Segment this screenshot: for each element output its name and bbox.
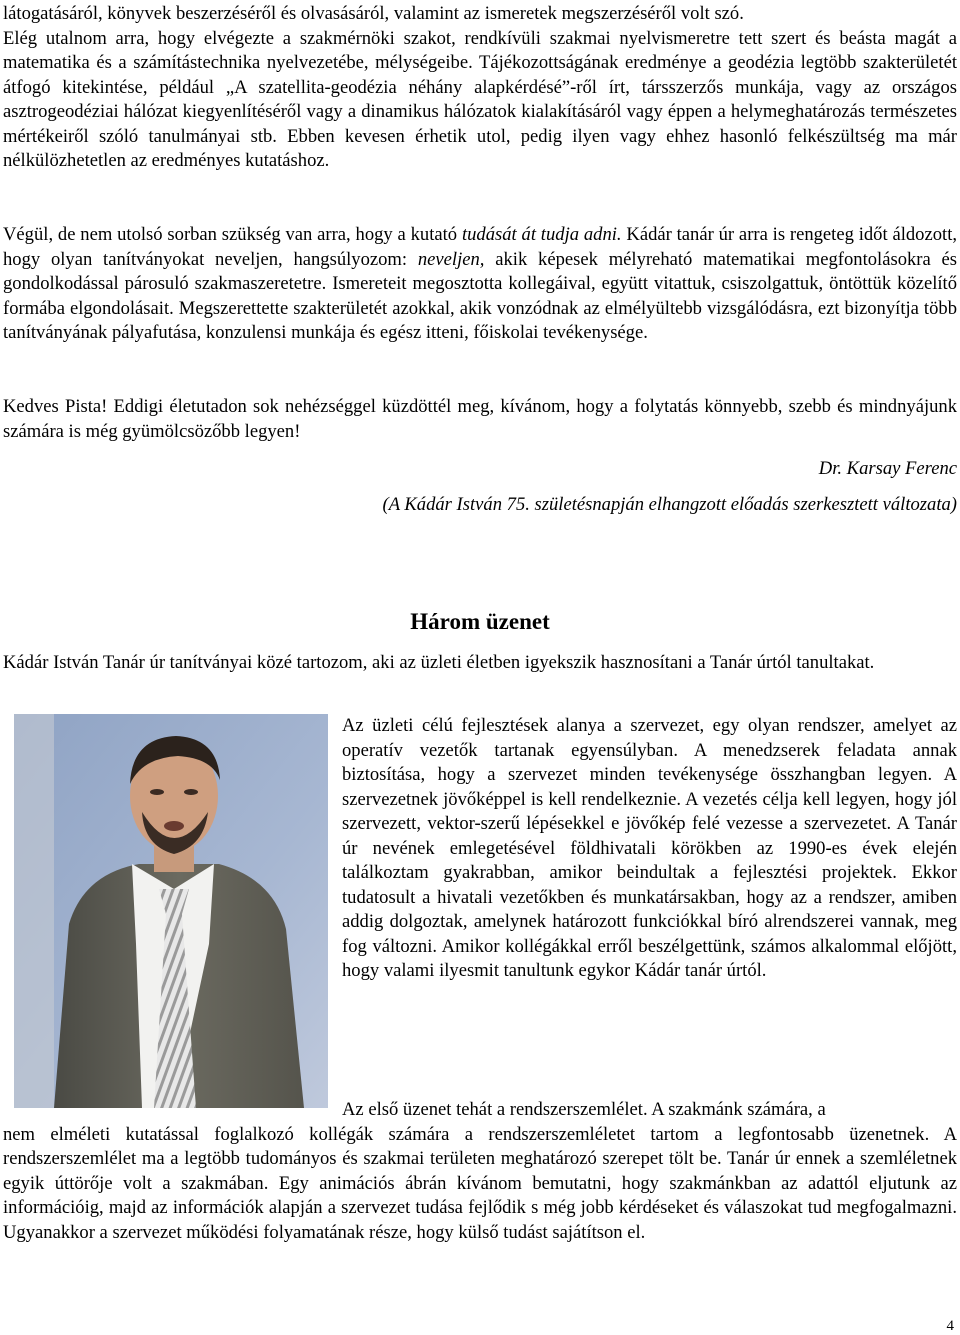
intro-rest: Elég utalnom arra, hogy elvégezte a szakmérnöki szakot, rendkívüli szakmai nyelvismeretre tett szert és beásta magát a matematika és a számítástechnika nyelvezetébe, mélységeibe. Tájékozottságának eredménye a geodézia legtöbb szakterületét átfogó kitekintése, például „A szatellita-geodézia néhány alapkérdésé”-ről írt, társszerzős munkája, vagy az országos asztrogeodéziai hálózat kiegyenlítéséről vagy a dinamikus hálózatok kialakításáról vagy éppen a helymeghatározás természetes mértékeiről szóló tanulmányai stb. Ebben kevesen érhetik utol, pedig ilyen vagy ehhez hasonló felkészültség ma már nélkülözhetetlen az eredményes kutatáshoz. <box>3 27 957 171</box>
page-number: 4 <box>946 1318 954 1334</box>
p2-text-start: Végül, de nem utolsó sorban szükség van arra, hogy a kutató <box>3 224 462 245</box>
section-lead-paragraph: Kádár István Tanár úr tanítványai közé tartozom, aki az üzleti életben igyekszik hasznosítani a Tanár úrtól tanultakat. <box>3 652 875 673</box>
final-first-line: Az első üzenet tehát a rendszerszemlélet. A szakmánk számára, a <box>342 1099 826 1120</box>
portrait-image <box>14 714 328 1108</box>
intro-line-1: látogatásáról, könyvek beszerzéséről és olvasásáról, valamint az ismeretek megszerzéséről volt szó. <box>3 3 744 24</box>
final-rest: nem elméleti kutatással foglalkozó kollégák számára a rendszerszemléletet tartom a legfontosabb üzenetnek. A rendszerszemlélet ma a legtöbb tudományos és szakmai területen meghatározó szerepet tölt be. Tanár úr ennek a szemléletnek egyik úttörője volt a szakmában. Egy animációs ábrán kívánom bemutatni, hogy szakmánkban az adattól eljutunk az információig, majd az információk alapján a szervezet tudása fejlődik s még jobb kérdéseket és válaszokat tud megfogalmazni. Ugyanakkor a szervezet működési folyamatának része, hogy külső tudást sajátítson el. <box>3 1123 957 1243</box>
p2-text-middle: Kádár tanár úr arra is rengeteg időt áldozott, hogy olyan tanítványokat neveljen, hangsúlyozom: <box>3 224 958 270</box>
intro-paragraph <box>3 2 957 174</box>
p2-text-end: akik képesek mélyreható matematikai megfontolásokra és gondolkodással párosuló szakmaszeretetre. Ismereteit megosztotta kollegáival, együtt vitattuk, csiszolgattuk, öntöttük közelítő formába elgondolásait. Megszerettette szakterületét azokkal, akik vonzódnak az elmélyültebb vizsgálódásra, ezt bizonyítja több tanítványának pályafutása, konzulensi munkája és egész itteni, főiskolai tevékenysége. <box>3 248 958 343</box>
final-paragraph <box>3 1098 957 1245</box>
column-paragraph: Az üzleti célú fejlesztések alanya a szervezet, egy olyan rendszer, amelyet az operatív vezetők tartanak egyensúlyban. A menedzserek feladata annak biztosítása, hogy a szervezet minden tevékenysége összhangban legyen. A szervezetnek jövőképpel is kell rendelkeznie. A vezetés célja kell legyen, hogy jól szervezett, vektor-szerű lépésekkel e jövőkép felé vezesse a szervezetet. A Tanár úr nevének emlegetésével földhivatali körökben az 1990-es évek elején találkoztam gyakrabban, amikor beindultak a fejlesztési projektek. Ekkor tudatosult a hivatali vezetőkben és munkatársakban, hogy az a rendszer, amiben addig dolgoztak, amelynek határozott funkciókkal bíró alrendszerei vannak, meg fog változni. Amikor kollégákkal erről beszélgettünk, számos alkalommal előjött, hogy valami ilyesmit tanultunk egykor Kádár tanár úrtól. <box>342 715 957 981</box>
paragraph-greeting: Kedves Pista! Eddigi életutadon sok nehézséggel küzdöttél meg, kívánom, hogy a folytatás könnyebb, szebb és mindnyájunk számára is még gyümölcsözőbb legyen! <box>3 396 957 442</box>
paragraph-teaching <box>3 223 957 346</box>
signature-author: Dr. Karsay Ferenc <box>818 458 957 479</box>
section-title: Három üzenet <box>410 609 550 634</box>
signature-note: (A Kádár István 75. születésnapján elhangzott előadás szerkesztett változata) <box>382 494 957 515</box>
portrait-photo <box>14 714 328 1108</box>
p2-italic-phrase: tudását át tudja adni. <box>461 224 622 245</box>
p2-italic-word: neveljen, <box>417 248 485 270</box>
